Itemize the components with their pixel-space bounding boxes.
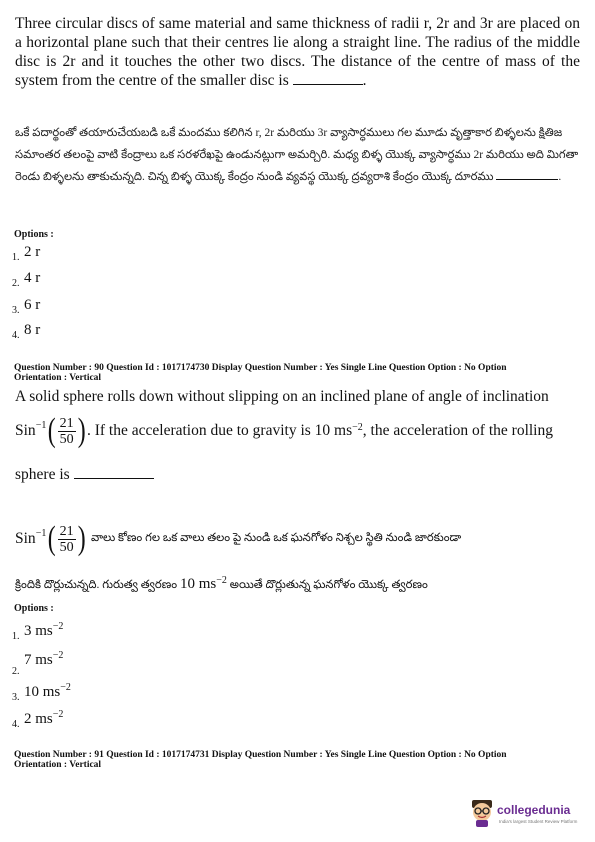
fraction-denominator: 50 [59, 539, 74, 555]
q89-option-4[interactable] [12, 322, 40, 341]
option-exponent: −2 [60, 682, 71, 693]
q89-telugu-text [15, 122, 580, 188]
q90-english-line2 [15, 414, 553, 448]
right-paren: ) [77, 520, 86, 557]
brand-tagline: India's largest Student Review Platform [499, 819, 578, 824]
q90-option-1[interactable] [12, 621, 63, 642]
q89-english-text [15, 14, 580, 90]
q89-telugu-end: . [558, 171, 562, 183]
left-paren: ( [48, 520, 56, 557]
q90-option-4[interactable] [12, 709, 63, 730]
option-number: 2. [12, 278, 20, 289]
option-number: 1. [12, 252, 20, 263]
option-text: 7 ms [24, 652, 53, 668]
q91-meta-line2: Orientation : Vertical [14, 760, 102, 770]
q91-meta-line1: Question Number : 91 Question Id : 1017174731 Display Question Number : Yes Single Line Question Option : No Option [14, 750, 507, 760]
option-exponent: −2 [52, 709, 64, 720]
option-text: 2 r [24, 244, 41, 260]
angle-fraction [58, 524, 76, 555]
unit-exponent: −2 [352, 422, 363, 433]
sin-exponent: −1 [35, 420, 47, 431]
fraction-numerator: 21 [59, 523, 74, 539]
q90-line2-text: . If the acceleration due to gravity is 10 ms [86, 422, 353, 439]
q90-meta-line1: Question Number : 90 Question Id : 1017174730 Display Question Number : Yes Single Line Question Option : No Option [14, 363, 507, 373]
q90-line2-end: , the acceleration of the rolling [362, 422, 553, 439]
q90-english-line3 [15, 466, 154, 484]
option-text: 2 ms [24, 711, 53, 727]
q90-telugu-line2-b: అయితే దొర్లుతున్న ఘనగోళం యొక్క త్వరణం [229, 578, 428, 591]
collegedunia-logo [469, 798, 581, 830]
mascot-icon [469, 798, 495, 828]
sin-exponent: −1 [35, 528, 47, 539]
q89-english-body: Three circular discs of same material and same thickness of radii r, 2r and 3r are placed on a horizontal plane such that their centres lie along a straight line. The radius of the middle disc is 2r and it touches the other two discs. The distance of the centre of mass of the system from the centre of the smaller disc is [15, 15, 580, 89]
q90-telugu-line2-a: క్రిందికి దొర్లుచున్నది. గురుత్వ త్వరణం [15, 578, 178, 591]
q91-meta [14, 750, 584, 770]
option-number: 3. [12, 692, 20, 703]
q89-english-end: . [362, 72, 367, 89]
q90-line3-text: sphere is [15, 466, 70, 483]
q89-option-1[interactable] [12, 244, 40, 263]
q89-options-label: Options : [14, 229, 54, 240]
q90-meta [14, 363, 584, 383]
q90-meta-line2: Orientation : Vertical [14, 373, 102, 383]
option-number: 4. [12, 330, 20, 341]
angle-fraction [58, 416, 76, 447]
q90-telugu-line2 [15, 575, 428, 594]
option-number: 4. [12, 719, 20, 730]
unit-exponent: −2 [216, 575, 227, 586]
option-exponent: −2 [52, 621, 64, 632]
q90-option-2[interactable] [12, 650, 63, 677]
q90-telugu-line1-text: వాలు కోణం గల ఒక వాలు తలం పై నుండి ఒక ఘనగోళం నిశ్చల స్థితి నుండి జారకుండా [90, 532, 462, 544]
sin-label: Sin [15, 530, 36, 547]
q90-english-line1: A solid sphere rolls down without slipping on an inclined plane of angle of inclination [15, 388, 549, 405]
option-number: 2. [12, 666, 20, 677]
q90-option-3[interactable] [12, 682, 71, 703]
option-text: 4 r [24, 270, 41, 286]
brand-name: collegedunia [497, 803, 571, 817]
option-text: 3 ms [24, 623, 53, 639]
q89-option-2[interactable] [12, 270, 40, 289]
answer-blank [74, 478, 154, 479]
fraction-denominator: 50 [59, 431, 74, 447]
option-text: 10 ms [24, 684, 61, 700]
sin-label: Sin [15, 422, 36, 439]
option-exponent: −2 [52, 650, 64, 661]
answer-blank [496, 179, 558, 180]
q90-telugu-line1 [15, 522, 461, 556]
option-number: 3. [12, 305, 20, 316]
q90-options-label: Options : [14, 603, 54, 614]
right-paren: ) [77, 412, 86, 449]
q89-telugu-body: ఒకే పదార్థంతో తయారుచేయబడి ఒకే మందము కలిగిన r, 2r మరియు 3r వ్యాసార్ధములు గల మూడు వృత్తాకార బిళ్ళలను క్షితిజ సమాంతర తలంపై వాటి కేంద్రాలు ఒక సరళరేఖపై ఉండునట్లుగా అమర్చిరి. మధ్య బిళ్ళ యొక్క వ్యాసార్ధము 2r మరియు అది మిగతా రెండు బిళ్ళలను తాకుచున్నది. చిన్న బిళ్ళ యొక్క కేంద్రం నుండి వ్యవస్థ యొక్క ద్రవ్యరాశి కేంద్రం యొక్క దూరము [15, 127, 579, 183]
gravity-value: 10 ms [179, 575, 217, 592]
option-number: 1. [12, 631, 20, 642]
fraction-numerator: 21 [59, 415, 74, 431]
option-text: 8 r [24, 322, 41, 338]
option-text: 6 r [24, 297, 41, 313]
answer-blank [293, 84, 363, 85]
left-paren: ( [48, 412, 56, 449]
q89-option-3[interactable] [12, 297, 40, 316]
